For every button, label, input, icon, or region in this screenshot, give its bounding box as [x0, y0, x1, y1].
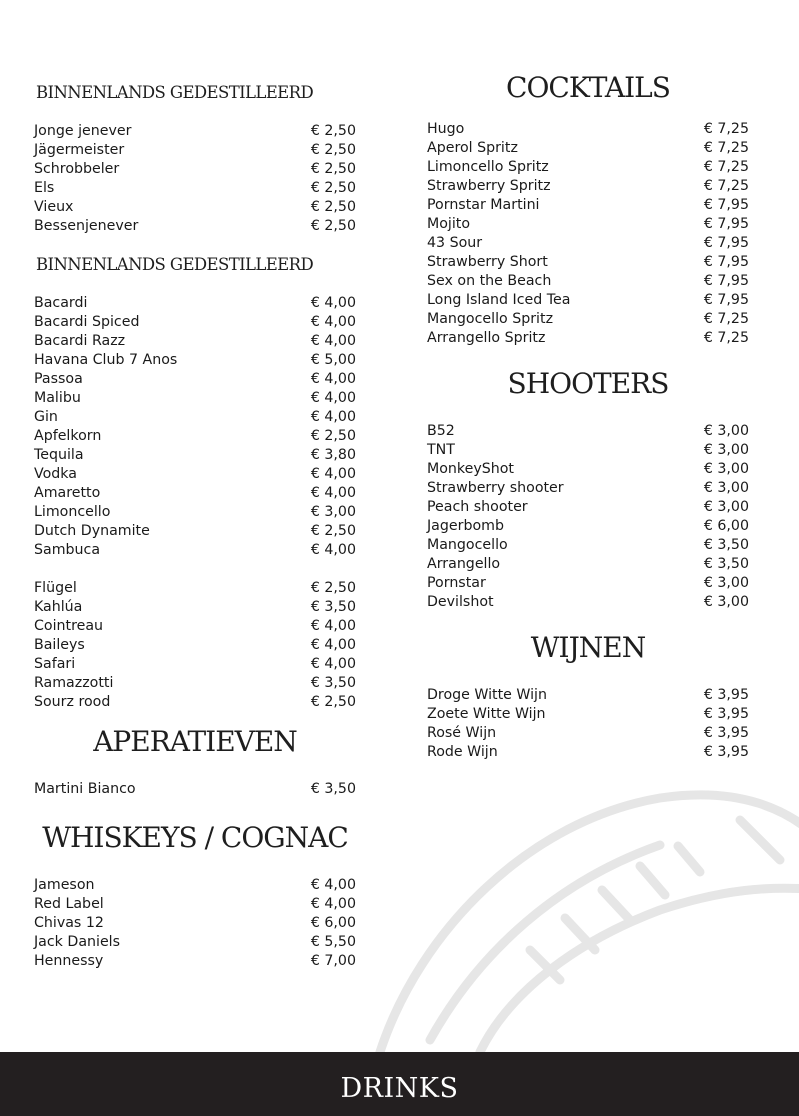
menu-item [34, 617, 356, 636]
item-price: € 3,00 [310, 504, 356, 520]
item-name: Kahlúa [34, 599, 83, 615]
item-price: € 4,00 [310, 390, 356, 406]
item-price: € 3,95 [703, 687, 749, 703]
item-name: Arrangello Spritz [427, 330, 546, 346]
item-price: € 7,25 [703, 330, 749, 346]
menu-item [34, 160, 356, 179]
item-name: Red Label [34, 896, 104, 912]
item-name: Zoete Witte Wijn [427, 706, 546, 722]
item-name: Jägermeister [34, 142, 125, 158]
menu-item [34, 522, 356, 541]
menu-list [34, 780, 356, 799]
item-name: Mojito [427, 216, 471, 232]
item-name: Strawberry shooter [427, 480, 564, 496]
item-price: € 4,00 [310, 371, 356, 387]
item-name: Jagerbomb [427, 518, 504, 534]
item-name: MonkeyShot [427, 461, 514, 477]
item-price: € 4,00 [310, 295, 356, 311]
item-price: € 4,00 [310, 409, 356, 425]
menu-item [427, 705, 749, 724]
item-price: € 3,50 [310, 599, 356, 615]
menu-item [34, 122, 356, 141]
section-title: WIJNEN [530, 631, 646, 664]
item-name: Dutch Dynamite [34, 523, 150, 539]
item-name: Limoncello [34, 504, 111, 520]
item-price: € 3,50 [310, 675, 356, 691]
section-title: APERATIEVEN [93, 725, 297, 758]
item-name: Hennessy [34, 953, 104, 969]
section-title: BINNENLANDS GEDESTILLEERD [36, 83, 314, 102]
item-price: € 3,00 [703, 594, 749, 610]
item-name: Sex on the Beach [427, 273, 552, 289]
right-column [427, 66, 749, 762]
menu-item [427, 253, 749, 272]
item-name: Malibu [34, 390, 81, 406]
item-name: Sambuca [34, 542, 101, 558]
item-name: B52 [427, 423, 455, 439]
menu-item [427, 479, 749, 498]
item-name: Rode Wijn [427, 744, 498, 760]
item-price: € 3,00 [703, 499, 749, 515]
item-name: Tequila [34, 447, 84, 463]
item-name: Pornstar Martini [427, 197, 540, 213]
menu-item [34, 217, 356, 236]
item-name: Bacardi [34, 295, 88, 311]
menu-list [34, 294, 356, 560]
item-name: Bacardi Razz [34, 333, 126, 349]
menu-item [34, 503, 356, 522]
menu-item [34, 179, 356, 198]
left-column [34, 82, 356, 971]
menu-list [427, 120, 749, 348]
menu-item [34, 876, 356, 895]
item-price: € 7,95 [703, 254, 749, 270]
footer-title: DRINKS [340, 1072, 459, 1104]
item-price: € 3,50 [703, 537, 749, 553]
section-cocktails [427, 66, 749, 348]
item-name: Jonge jenever [34, 123, 132, 139]
item-price: € 2,50 [310, 161, 356, 177]
item-name: Schrobbeler [34, 161, 120, 177]
menu-item [34, 198, 356, 217]
menu-item [427, 196, 749, 215]
item-price: € 4,00 [310, 896, 356, 912]
item-name: Safari [34, 656, 76, 672]
menu-item [427, 441, 749, 460]
item-price: € 2,50 [310, 428, 356, 444]
menu-item [427, 686, 749, 705]
item-price: € 2,50 [310, 218, 356, 234]
item-price: € 7,00 [310, 953, 356, 969]
item-name: Droge Witte Wijn [427, 687, 547, 703]
item-price: € 2,50 [310, 694, 356, 710]
menu-item [427, 574, 749, 593]
menu-list [34, 876, 356, 971]
section-wijnen [427, 626, 749, 762]
item-price: € 7,95 [703, 273, 749, 289]
menu-item [427, 272, 749, 291]
menu-item [427, 498, 749, 517]
menu-item [34, 294, 356, 313]
menu-item [34, 952, 356, 971]
section-title: WHISKEYS / COGNAC [42, 821, 348, 854]
item-name: Mangocello Spritz [427, 311, 554, 327]
item-name: Els [34, 180, 55, 196]
item-price: € 3,00 [703, 442, 749, 458]
item-price: € 4,00 [310, 637, 356, 653]
item-price: € 2,50 [310, 123, 356, 139]
item-price: € 7,25 [703, 121, 749, 137]
menu-item [34, 484, 356, 503]
menu-item [34, 598, 356, 617]
item-price: € 4,00 [310, 485, 356, 501]
item-name: Martini Bianco [34, 781, 136, 797]
item-price: € 4,00 [310, 333, 356, 349]
menu-item [34, 636, 356, 655]
section-title: SHOOTERS [507, 367, 669, 400]
item-name: Jack Daniels [34, 934, 121, 950]
item-price: € 3,50 [310, 781, 356, 797]
item-name: Strawberry Short [427, 254, 548, 270]
item-price: € 2,50 [310, 180, 356, 196]
menu-item [34, 541, 356, 560]
menu-item [427, 517, 749, 536]
footer-banner [0, 1052, 799, 1116]
menu-item [34, 914, 356, 933]
menu-item [427, 593, 749, 612]
item-name: Chivas 12 [34, 915, 104, 931]
menu-item [427, 329, 749, 348]
item-price: € 7,95 [703, 292, 749, 308]
item-price: € 4,00 [310, 877, 356, 893]
section-shooters [427, 362, 749, 612]
item-price: € 3,00 [703, 461, 749, 477]
section-whiskeys-cognac [34, 816, 356, 971]
item-name: Jameson [34, 877, 95, 893]
item-name: Peach shooter [427, 499, 528, 515]
section-binnenlands-1 [34, 82, 356, 236]
item-price: € 5,50 [310, 934, 356, 950]
menu-item [427, 724, 749, 743]
menu-item [427, 139, 749, 158]
menu-list [427, 686, 749, 762]
menu-item [34, 579, 356, 598]
item-name: Devilshot [427, 594, 494, 610]
item-name: Cointreau [34, 618, 104, 634]
item-name: Mangocello [427, 537, 508, 553]
item-price: € 7,95 [703, 216, 749, 232]
item-price: € 3,95 [703, 706, 749, 722]
item-price: € 2,50 [310, 580, 356, 596]
item-price: € 2,50 [310, 523, 356, 539]
item-price: € 3,00 [703, 423, 749, 439]
item-name: Sourz rood [34, 694, 111, 710]
item-price: € 7,25 [703, 178, 749, 194]
menu-item [427, 743, 749, 762]
menu-item [427, 215, 749, 234]
item-price: € 4,00 [310, 618, 356, 634]
item-price: € 7,95 [703, 235, 749, 251]
menu-item [427, 536, 749, 555]
item-name: TNT [427, 442, 455, 458]
item-price: € 3,80 [310, 447, 356, 463]
item-name: Strawberry Spritz [427, 178, 551, 194]
item-name: Passoa [34, 371, 83, 387]
item-price: € 7,25 [703, 311, 749, 327]
menu-item [34, 408, 356, 427]
item-name: Amaretto [34, 485, 101, 501]
item-price: € 4,00 [310, 314, 356, 330]
section-aperatieven [34, 720, 356, 799]
item-price: € 3,95 [703, 725, 749, 741]
item-price: € 5,00 [310, 352, 356, 368]
item-price: € 6,00 [703, 518, 749, 534]
item-name: 43 Sour [427, 235, 483, 251]
menu-item [427, 555, 749, 574]
menu-item [427, 422, 749, 441]
menu-item [427, 460, 749, 479]
menu-item [34, 895, 356, 914]
item-name: Ramazzotti [34, 675, 114, 691]
item-price: € 6,00 [310, 915, 356, 931]
item-price: € 4,00 [310, 466, 356, 482]
item-name: Limoncello Spritz [427, 159, 549, 175]
item-price: € 3,00 [703, 480, 749, 496]
item-price: € 4,00 [310, 542, 356, 558]
item-name: Long Island Iced Tea [427, 292, 571, 308]
section-title: BINNENLANDS GEDESTILLEERD [36, 255, 314, 274]
menu-list [34, 579, 356, 712]
menu-item [34, 780, 356, 799]
menu-item [34, 465, 356, 484]
item-price: € 3,50 [703, 556, 749, 572]
menu-item [34, 313, 356, 332]
item-name: Arrangello [427, 556, 501, 572]
item-price: € 4,00 [310, 656, 356, 672]
menu-item [34, 674, 356, 693]
menu-item [427, 310, 749, 329]
menu-list [427, 422, 749, 612]
section-binnenlands-2 [34, 254, 356, 712]
menu-item [427, 120, 749, 139]
menu-list [34, 122, 356, 236]
menu-item [427, 177, 749, 196]
item-name: Baileys [34, 637, 85, 653]
item-name: Apfelkorn [34, 428, 102, 444]
item-price: € 3,00 [703, 575, 749, 591]
item-price: € 7,95 [703, 197, 749, 213]
menu-item [34, 389, 356, 408]
item-price: € 7,25 [703, 159, 749, 175]
item-price: € 2,50 [310, 142, 356, 158]
menu-item [34, 141, 356, 160]
menu-item [34, 351, 356, 370]
menu-item [427, 234, 749, 253]
item-name: Aperol Spritz [427, 140, 518, 156]
menu-item [34, 655, 356, 674]
menu-item [34, 332, 356, 351]
item-name: Gin [34, 409, 58, 425]
item-name: Havana Club 7 Anos [34, 352, 178, 368]
item-price: € 7,25 [703, 140, 749, 156]
menu-item [34, 933, 356, 952]
menu-item [427, 158, 749, 177]
item-name: Vieux [34, 199, 74, 215]
item-price: € 3,95 [703, 744, 749, 760]
menu-item [34, 370, 356, 389]
item-name: Bacardi Spiced [34, 314, 140, 330]
menu-item [34, 446, 356, 465]
item-price: € 2,50 [310, 199, 356, 215]
item-name: Rosé Wijn [427, 725, 497, 741]
rugby-ball-icon [360, 790, 799, 1052]
section-title: COCKTAILS [506, 71, 670, 104]
item-name: Hugo [427, 121, 465, 137]
item-name: Vodka [34, 466, 77, 482]
menu-item [34, 427, 356, 446]
item-name: Pornstar [427, 575, 486, 591]
item-name: Bessenjenever [34, 218, 139, 234]
menu-item [34, 693, 356, 712]
item-name: Flügel [34, 580, 77, 596]
menu-item [427, 291, 749, 310]
